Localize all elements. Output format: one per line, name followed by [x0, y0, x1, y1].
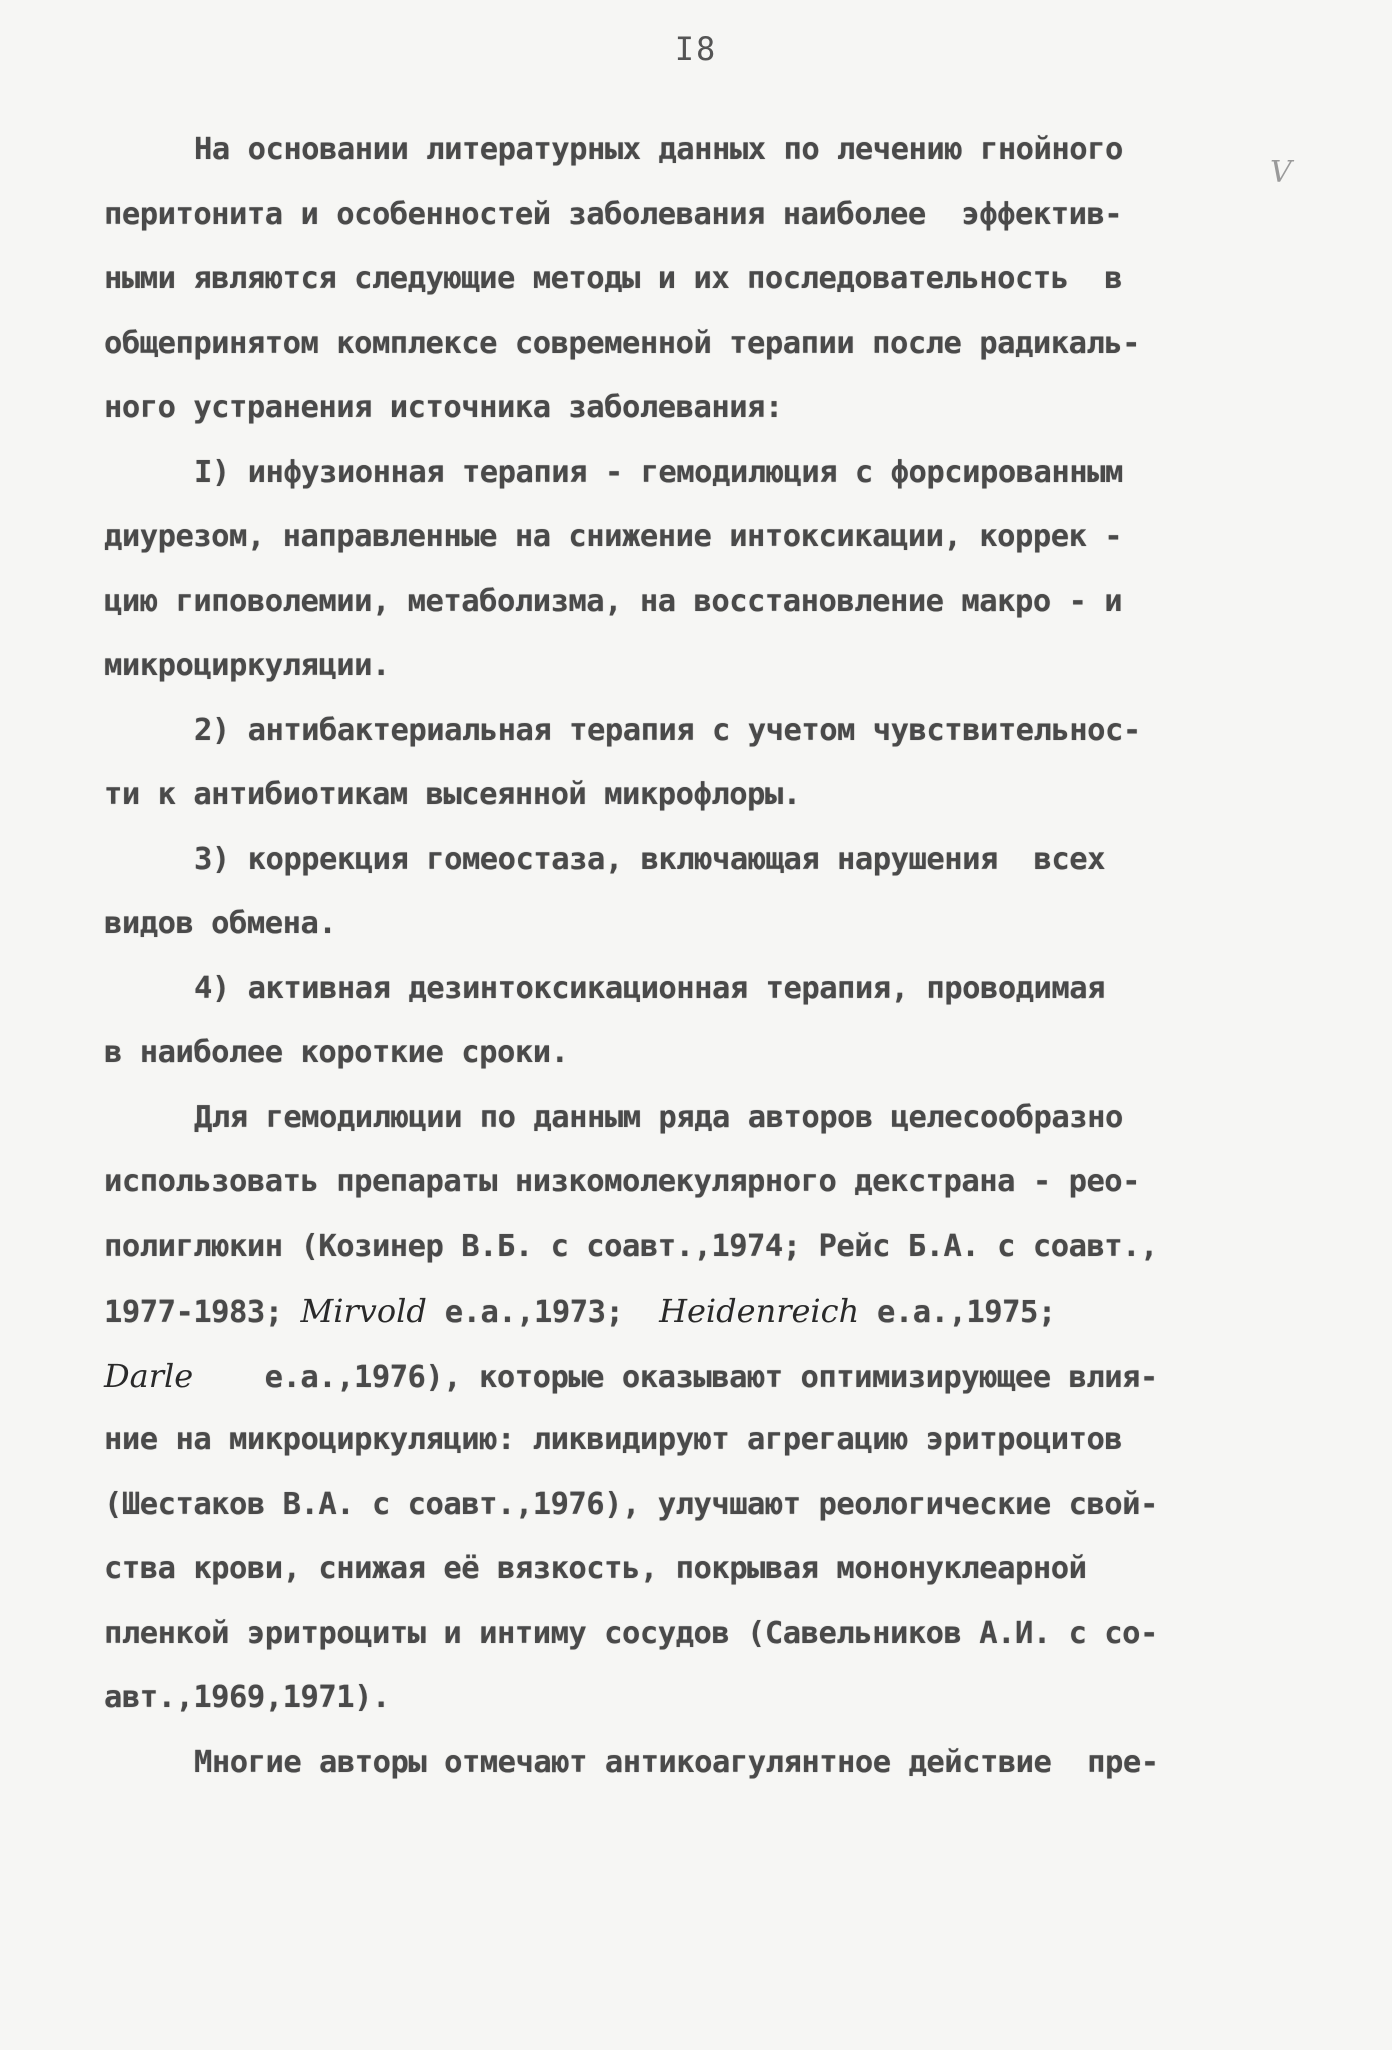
- text-line: На основании литературных данных по лечению гнойного: [194, 132, 1123, 167]
- text-line-with-handwriting: [104, 1344, 1284, 1409]
- line-segment: е.а.,1975;: [859, 1295, 1056, 1330]
- text-line: ными являются следующие методы и их последовательность в: [104, 261, 1123, 296]
- margin-check-mark: V: [1270, 155, 1292, 190]
- text-line: в наиболее короткие сроки.: [104, 1035, 569, 1070]
- text-line: ного устранения источника заболевания:: [104, 390, 783, 425]
- text-line: Для гемодилюции по данным ряда авторов целесообразно: [194, 1099, 1123, 1135]
- text-line: 3) коррекция гомеостаза, включающая нарушения всех: [194, 841, 1105, 877]
- text-line: ства крови, снижая её вязкость, покрывая мононуклеарной: [104, 1551, 1087, 1586]
- page-number: I8: [674, 30, 718, 68]
- text-line: цию гиповолемии, метаболизма, на восстановление макро - и: [104, 583, 1123, 619]
- text-line: ти к антибиотикам высеянной микрофлоры.: [104, 777, 801, 812]
- text-line: видов обмена.: [104, 906, 337, 941]
- text-line: 4) активная дезинтоксикационная терапия, проводимая: [194, 970, 1105, 1006]
- text-line: использовать препараты низкомолекулярного декстрана - рео-: [104, 1164, 1141, 1199]
- line-segment: е.а.,1973;: [426, 1295, 660, 1330]
- text-line: диурезом, направленные на снижение интоксикации, коррек -: [104, 519, 1123, 554]
- text-line: микроциркуляции.: [104, 648, 390, 683]
- text-line: пленкой эритроциты и интиму сосудов (Савельников А.И. с со-: [104, 1615, 1158, 1651]
- text-line: 2) антибактериальная терапия с учетом чувствительнос-: [194, 712, 1141, 748]
- text-line: ние на микроциркуляцию: ликвидируют агрегацию эритроцитов: [104, 1422, 1123, 1457]
- text-line: перитонита и особенностей заболевания наиболее эффектив-: [104, 196, 1123, 232]
- text-line: полиглюкин (Козинер В.Б. с соавт.,1974; Рейс Б.А. с соавт.,: [104, 1228, 1158, 1264]
- text-line: I) инфузионная терапия - гемодилюция с форсированным: [194, 454, 1123, 490]
- text-line: (Шестаков В.А. с соавт.,1976), улучшают реологические свой-: [104, 1486, 1158, 1522]
- text-line: Многие авторы отмечают антикоагулянтное действие пре-: [194, 1744, 1159, 1780]
- text-line: общепринятом комплексе современной терапии после радикаль-: [104, 325, 1141, 361]
- handwritten-author-name: Heidenreich: [659, 1292, 860, 1330]
- text-line-with-handwriting: [104, 1279, 1284, 1344]
- body-text: [104, 118, 1284, 1795]
- handwritten-author-name: Darle: [104, 1356, 194, 1395]
- line-segment: е.а.,1976), которые оказывают оптимизирующее влия-: [193, 1359, 1158, 1395]
- line-segment: 1977-1983;: [104, 1295, 301, 1330]
- text-line: авт.,1969,1971).: [104, 1680, 390, 1715]
- handwritten-author-name: Mirvold: [300, 1292, 427, 1330]
